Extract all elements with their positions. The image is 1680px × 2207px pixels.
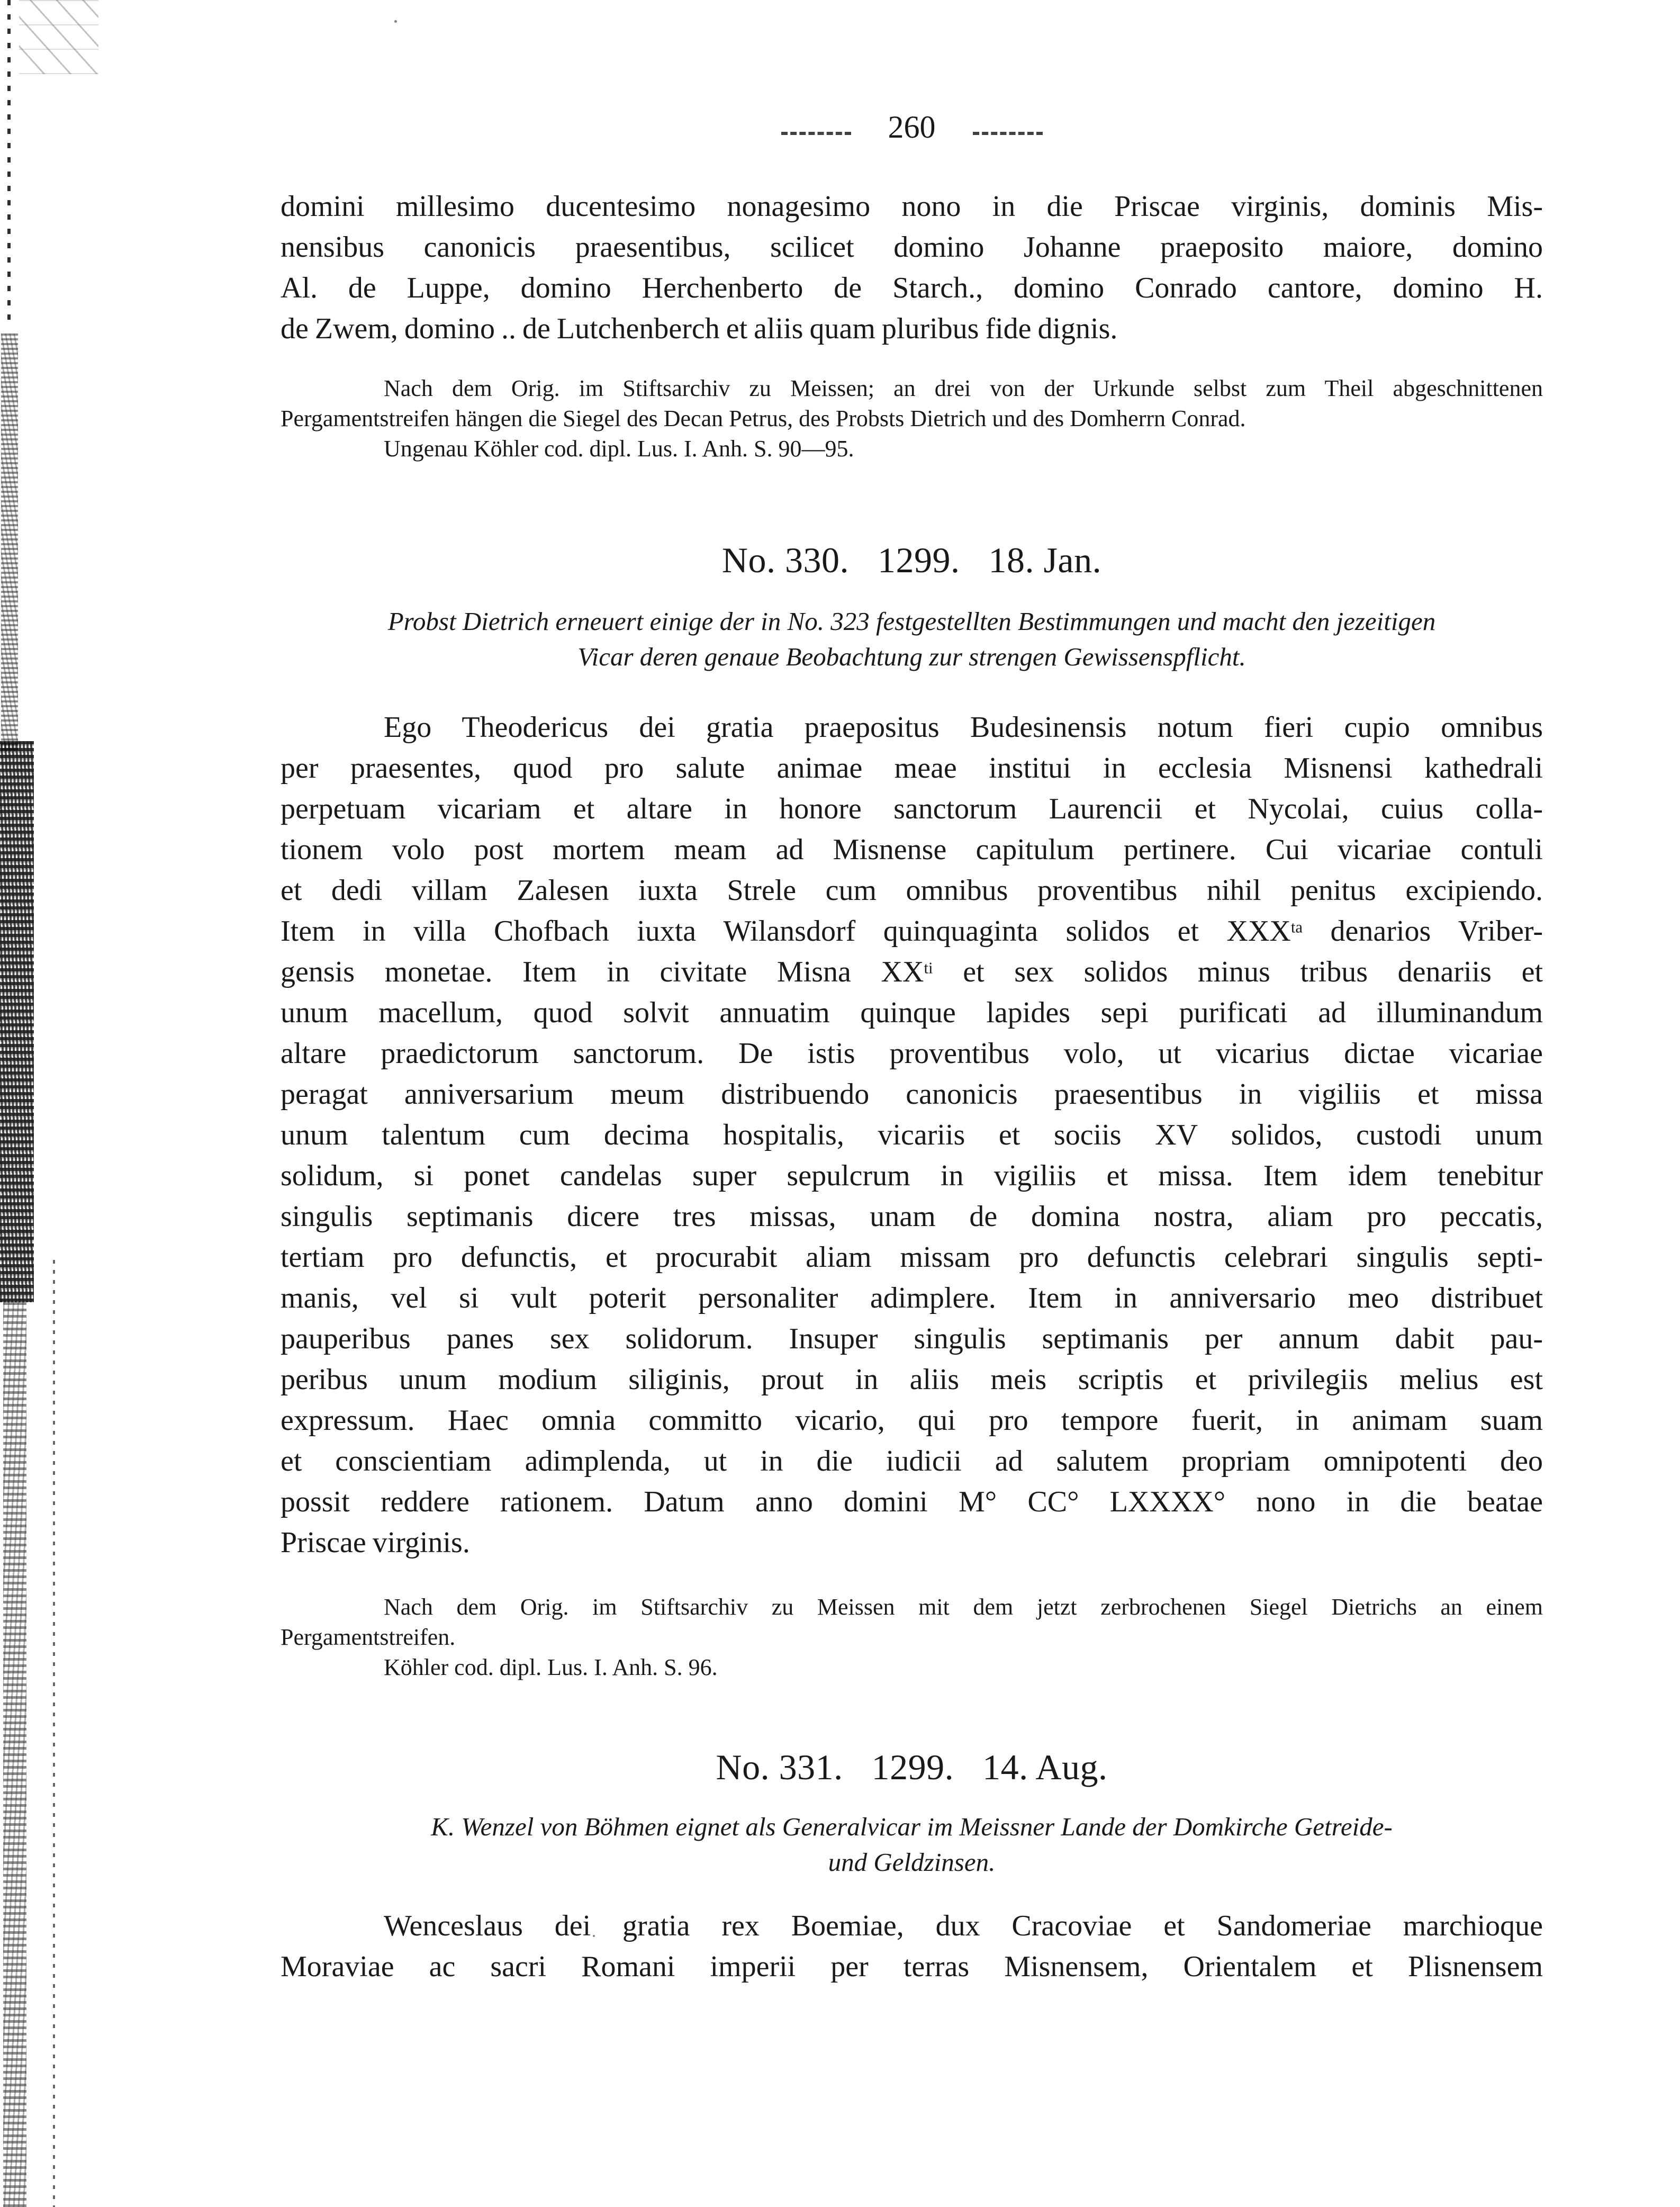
text-line: unum macellum, quod solvit annuatim quinque lapides sepi purificati ad illuminandum <box>281 996 1543 1029</box>
text-line: Probst Dietrich erneuert einige der in No. 323 festgestellten Bestimmungen und macht den jezeitigen <box>387 607 1436 636</box>
continuation-paragraph <box>281 186 1543 349</box>
text-line: Item in villa Chofbach iuxta Wilansdorf quinquaginta solidos et $XXX^{ta}$ denarios Vriber- <box>281 915 1543 948</box>
entry-331-number: No. 331. <box>716 1747 843 1787</box>
entry-331-body <box>281 1906 1543 1987</box>
scan-noise-strip-upper <box>1 334 18 752</box>
entry-331-summary <box>281 1809 1543 1880</box>
scan-noise-dotline <box>53 1260 55 2207</box>
text-line: Köhler cod. dipl. Lus. I. Anh. S. 96. <box>384 1654 718 1680</box>
header-rule-left <box>781 132 851 135</box>
text-line: et conscientiam adimplenda, ut in die iudicii ad salutem propriam omnipotenti deo <box>281 1445 1543 1478</box>
source-note-previous-entry <box>281 373 1543 464</box>
text-line: solidum, si ponet candelas super sepulcrum in vigiliis et missa. Item idem tenebitur <box>281 1159 1543 1192</box>
text-line: Ego Theodericus dei gratia praepositus Budesinensis notum fieri cupio omnibus <box>384 711 1543 744</box>
text-line: tertiam pro defunctis, et procurabit aliam missam pro defunctis celebrari singulis septi- <box>281 1241 1543 1274</box>
entry-330-date: 18. Jan. <box>988 540 1102 580</box>
scan-noise-strip-lower <box>3 1302 26 2207</box>
text-line: Vicar deren genaue Beobachtung zur strengen Gewissenspflicht. <box>577 642 1246 671</box>
text-line: Moraviae ac sacri Romani imperii per terras Misnensem, Orientalem et Plisnensem <box>281 1950 1543 1983</box>
entry-331-year: 1299. <box>871 1747 954 1787</box>
text-line: expressum. Haec omnia committo vicario, qui pro tempore fuerit, in animam suam <box>281 1404 1543 1437</box>
scan-noise-corner <box>19 0 98 74</box>
entry-330-source-note <box>281 1592 1543 1682</box>
text-line: possit reddere rationem. Datum anno domini M° CC° LXXXX° nono in die beatae <box>281 1485 1543 1518</box>
header-rule-right <box>973 132 1043 135</box>
text-line: perpetuam vicariam et altare in honore sanctorum Laurencii et Nycolai, cuius colla- <box>281 792 1543 825</box>
entry-330-heading <box>281 539 1543 581</box>
entry-330-body <box>281 707 1543 1563</box>
text-line: Pergamentstreifen hängen die Siegel des Decan Petrus, des Probsts Dietrich und des Domherrn Conrad. <box>281 406 1246 431</box>
text-line: singulis septimanis dicere tres missas, unam de domina nostra, aliam pro peccatis, <box>281 1200 1543 1233</box>
text-line: tionem volo post mortem meam ad Misnense capitulum pertinere. Cui vicariae contuli <box>281 833 1543 866</box>
text-line: domini millesimo ducentesimo nonagesimo nono in die Priscae virginis, dominis Mis- <box>281 190 1543 223</box>
text-line: Pergamentstreifen. <box>281 1624 456 1650</box>
text-line: per praesentes, quod pro salute animae meae institui in ecclesia Misnensi kathedrali <box>281 752 1543 785</box>
text-line: gensis monetae. Item in civitate Misna $XX^{ti}$ et sex solidos minus tribus denariis et <box>281 956 1543 988</box>
text-line: pauperibus panes sex solidorum. Insuper singulis septimanis per annum dabit pau- <box>281 1322 1543 1355</box>
entry-330-number: No. 330. <box>721 540 849 580</box>
text-line: Nach dem Orig. im Stiftsarchiv zu Meissen; an drei von der Urkunde selbst zum Theil abgeschnittenen <box>384 375 1543 401</box>
scan-noise-line-top <box>7 0 11 328</box>
entry-331-heading <box>281 1746 1543 1788</box>
text-line: et dedi villam Zalesen iuxta Strele cum omnibus proventibus nihil penitus excipiendo. <box>281 874 1543 907</box>
text-line: manis, vel si vult poterit personaliter adimplere. Item in anniversario meo distribuet <box>281 1282 1543 1314</box>
text-line: Al. de Luppe, domino Herchenberto de Starch., domino Conrado cantore, domino H. <box>281 272 1543 304</box>
scan-speck <box>394 20 397 23</box>
text-line: Ungenau Köhler cod. dipl. Lus. I. Anh. S. 90—95. <box>384 436 854 462</box>
text-line: Priscae virginis. <box>281 1526 470 1559</box>
entry-330-year: 1299. <box>877 540 960 580</box>
text-line: altare praedictorum sanctorum. De istis proventibus volo, ut vicarius dictae vicariae <box>281 1037 1543 1070</box>
scan-noise-strip-middle <box>0 741 34 1302</box>
text-line: peragat anniversarium meum distribuendo canonicis praesentibus in vigiliis et missa <box>281 1078 1543 1111</box>
text-line: de Zwem, domino .. de Lutchenberch et aliis quam pluribus fide dignis. <box>281 312 1118 345</box>
entry-330-summary <box>281 603 1543 674</box>
page-number: 260 <box>888 110 936 145</box>
text-line: Nach dem Orig. im Stiftsarchiv zu Meissen mit dem jetzt zerbrochenen Siegel Dietrichs an einem <box>384 1594 1543 1620</box>
text-line: nensibus canonicis praesentibus, scilicet domino Johanne praeposito maiore, domino <box>281 231 1543 264</box>
page-header <box>281 109 1543 146</box>
entry-331-date: 14. Aug. <box>982 1747 1108 1787</box>
text-line: K. Wenzel von Böhmen eignet als Generalvicar im Meissner Lande der Domkirche Getreide- <box>431 1812 1393 1841</box>
text-line: unum talentum cum decima hospitalis, vicariis et sociis XV solidos, custodi unum <box>281 1119 1543 1151</box>
text-line: peribus unum modium siliginis, prout in aliis meis scriptis et privilegiis melius est <box>281 1363 1543 1396</box>
text-line: Wenceslaus dei gratia rex Boemiae, dux Cracoviae et Sandomeriae marchioque <box>384 1909 1543 1942</box>
text-line: und Geldzinsen. <box>828 1848 996 1877</box>
